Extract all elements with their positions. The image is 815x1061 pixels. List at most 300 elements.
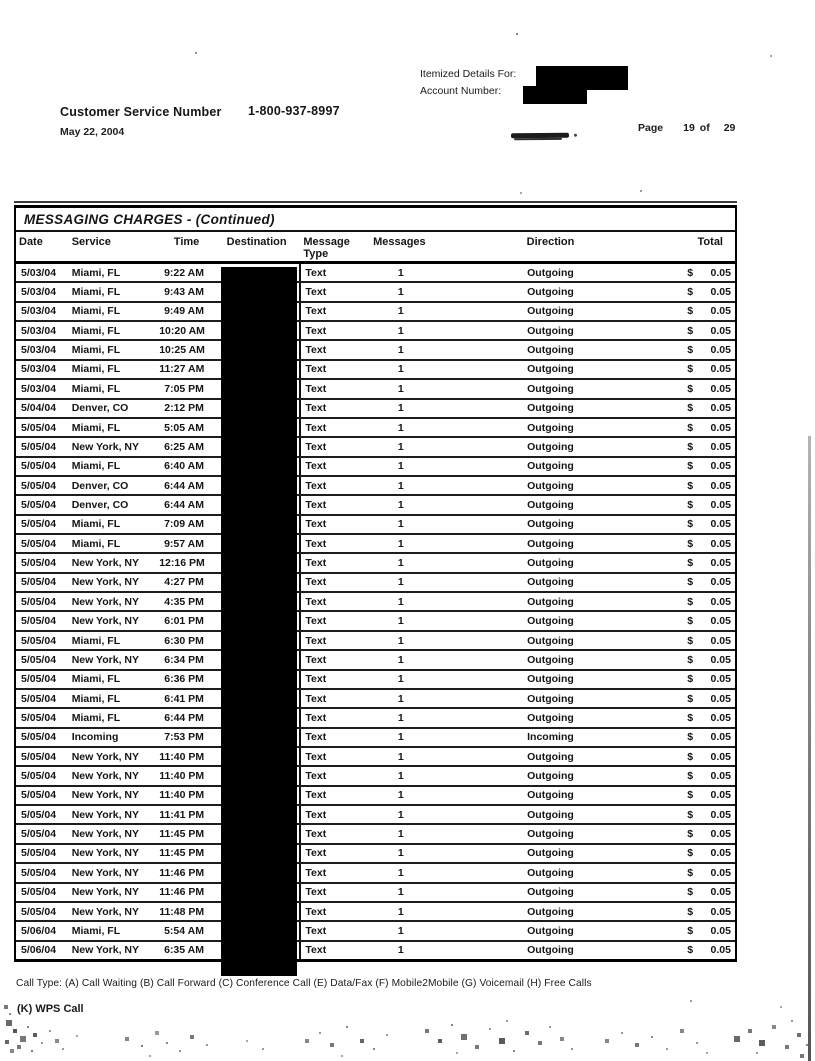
account-number-label: Account Number:	[420, 85, 502, 97]
total-amount: 0.05	[710, 537, 731, 550]
currency-symbol: $	[687, 711, 694, 724]
table-row	[16, 748, 735, 767]
cell-total	[670, 925, 735, 937]
cell-total	[670, 344, 735, 356]
cell-messages: 1	[397, 344, 404, 357]
cell-messages: 1	[397, 363, 404, 376]
currency-symbol: $	[687, 634, 694, 647]
cell-service: New York, NY	[71, 905, 140, 918]
cell-service: Miami, FL	[71, 266, 121, 279]
cell-total	[670, 751, 735, 763]
cell-direction: Outgoing	[527, 344, 574, 357]
cell-direction: Outgoing	[527, 634, 574, 647]
table-row	[16, 458, 735, 477]
cell-time: 2:12 PM	[164, 402, 204, 415]
cell-time: 4:35 PM	[164, 595, 204, 608]
table-row	[16, 806, 735, 825]
cell-messages: 1	[397, 615, 404, 628]
cell-messages: 1	[397, 828, 404, 841]
cell-date: 5/03/04	[21, 363, 57, 376]
cell-direction: Outgoing	[527, 382, 574, 395]
cell-date: 5/05/04	[21, 498, 57, 511]
col-header-date: Date	[19, 236, 43, 248]
cell-message-type: Text	[299, 322, 371, 339]
cell-date: 5/05/04	[21, 808, 57, 821]
cell-messages: 1	[397, 866, 404, 879]
currency-symbol: $	[687, 382, 694, 395]
cell-date: 5/05/04	[21, 886, 57, 899]
cell-total	[670, 789, 735, 801]
messaging-charges-table	[14, 205, 737, 962]
table-row	[16, 361, 735, 380]
cell-service: New York, NY	[71, 615, 140, 628]
table-row	[16, 632, 735, 651]
cell-time: 10:25 AM	[159, 344, 205, 357]
cell-messages: 1	[397, 653, 404, 666]
cell-messages: 1	[397, 440, 404, 453]
cell-service: New York, NY	[71, 576, 140, 589]
cell-time: 11:46 PM	[159, 886, 205, 899]
cell-messages: 1	[397, 305, 404, 318]
cell-total	[670, 576, 735, 588]
table-row	[16, 554, 735, 573]
currency-symbol: $	[687, 924, 694, 937]
cell-time: 11:40 PM	[159, 789, 205, 802]
cell-date: 5/05/04	[21, 595, 57, 608]
total-amount: 0.05	[710, 924, 731, 937]
cell-total	[670, 673, 735, 685]
table-row	[16, 690, 735, 709]
cell-time: 11:40 PM	[159, 770, 205, 783]
cell-messages: 1	[397, 595, 404, 608]
total-amount: 0.05	[710, 944, 731, 957]
currency-symbol: $	[687, 692, 694, 705]
cell-service: Miami, FL	[71, 460, 121, 473]
cell-message-type: Text	[299, 825, 371, 842]
cell-direction: Outgoing	[527, 421, 574, 434]
cell-messages: 1	[397, 576, 404, 589]
table-title: MESSAGING CHARGES - (Continued)	[16, 208, 735, 232]
cell-service: Miami, FL	[71, 924, 121, 937]
currency-symbol: $	[687, 653, 694, 666]
cell-message-type: Text	[299, 554, 371, 571]
total-amount: 0.05	[710, 498, 731, 511]
cell-direction: Outgoing	[527, 305, 574, 318]
cell-direction: Outgoing	[527, 808, 574, 821]
cell-messages: 1	[397, 789, 404, 802]
cell-message-type: Text	[299, 574, 371, 591]
cell-total	[670, 886, 735, 898]
cell-time: 7:05 PM	[164, 382, 204, 395]
cell-time: 5:05 AM	[164, 421, 204, 434]
total-amount: 0.05	[710, 866, 731, 879]
cell-date: 5/06/04	[21, 944, 57, 957]
cell-date: 5/03/04	[21, 382, 57, 395]
cell-total	[670, 731, 735, 743]
cell-message-type: Text	[299, 651, 371, 668]
total-amount: 0.05	[710, 440, 731, 453]
cell-service: Miami, FL	[71, 286, 121, 299]
table-row	[16, 767, 735, 786]
cell-messages: 1	[397, 711, 404, 724]
cell-message-type: Text	[299, 283, 371, 300]
cell-date: 5/05/04	[21, 440, 57, 453]
cell-time: 4:27 PM	[164, 576, 204, 589]
wps-call-note: (K) WPS Call	[17, 1003, 84, 1015]
cell-message-type: Text	[299, 671, 371, 688]
cell-date: 5/05/04	[21, 479, 57, 492]
cell-message-type: Text	[299, 303, 371, 320]
cell-date: 5/03/04	[21, 305, 57, 318]
cell-message-type: Text	[299, 264, 371, 281]
statement-date: May 22, 2004	[60, 126, 125, 138]
cell-time: 5:54 AM	[164, 924, 204, 937]
total-amount: 0.05	[710, 653, 731, 666]
total-amount: 0.05	[710, 770, 731, 783]
table-header-row	[16, 232, 735, 264]
cell-service: Miami, FL	[71, 421, 121, 434]
cell-date: 5/05/04	[21, 692, 57, 705]
currency-symbol: $	[687, 460, 694, 473]
table-row	[16, 535, 735, 554]
cell-date: 5/05/04	[21, 673, 57, 686]
cell-message-type: Text	[299, 709, 371, 726]
cell-direction: Outgoing	[527, 944, 574, 957]
table-row	[16, 341, 735, 360]
total-amount: 0.05	[710, 731, 731, 744]
cell-service: Miami, FL	[71, 537, 121, 550]
total-amount: 0.05	[710, 324, 731, 337]
cell-date: 5/05/04	[21, 634, 57, 647]
cell-time: 9:57 AM	[164, 537, 204, 550]
cell-service: Miami, FL	[71, 344, 121, 357]
table-row	[16, 438, 735, 457]
cell-service: Denver, CO	[71, 479, 129, 492]
cell-time: 10:20 AM	[159, 324, 205, 337]
cell-total	[670, 847, 735, 859]
table-row	[16, 303, 735, 322]
cell-date: 5/04/04	[21, 402, 57, 415]
cell-messages: 1	[397, 808, 404, 821]
cell-date: 5/05/04	[21, 905, 57, 918]
cell-time: 6:36 PM	[164, 673, 204, 686]
cell-direction: Outgoing	[527, 498, 574, 511]
cell-message-type: Text	[299, 438, 371, 455]
cell-total	[670, 422, 735, 434]
scan-edge-line	[808, 436, 811, 1061]
cell-direction: Outgoing	[527, 402, 574, 415]
currency-symbol: $	[687, 808, 694, 821]
currency-symbol: $	[687, 537, 694, 550]
cell-direction: Outgoing	[527, 924, 574, 937]
cell-date: 5/03/04	[21, 344, 57, 357]
table-row	[16, 864, 735, 883]
currency-symbol: $	[687, 402, 694, 415]
total-amount: 0.05	[710, 382, 731, 395]
cell-time: 9:22 AM	[164, 266, 204, 279]
currency-symbol: $	[687, 363, 694, 376]
cell-total	[670, 809, 735, 821]
table-row	[16, 419, 735, 438]
cell-total	[670, 712, 735, 724]
cell-service: New York, NY	[71, 944, 140, 957]
cell-time: 6:41 PM	[164, 692, 204, 705]
cell-message-type: Text	[299, 593, 371, 610]
table-row	[16, 283, 735, 302]
cell-message-type: Text	[299, 748, 371, 765]
cell-total	[670, 518, 735, 530]
cell-direction: Outgoing	[527, 479, 574, 492]
currency-symbol: $	[687, 440, 694, 453]
cell-message-type: Text	[299, 458, 371, 475]
cell-total	[670, 828, 735, 840]
cell-date: 5/05/04	[21, 518, 57, 531]
currency-symbol: $	[687, 421, 694, 434]
cell-total	[670, 441, 735, 453]
cell-date: 5/05/04	[21, 750, 57, 763]
cell-direction: Outgoing	[527, 557, 574, 570]
cell-time: 9:43 AM	[164, 286, 204, 299]
total-amount: 0.05	[710, 576, 731, 589]
table-row	[16, 400, 735, 419]
cell-service: New York, NY	[71, 828, 140, 841]
cell-message-type: Text	[299, 729, 371, 746]
total-amount: 0.05	[710, 286, 731, 299]
total-amount: 0.05	[710, 305, 731, 318]
cell-date: 5/05/04	[21, 653, 57, 666]
currency-symbol: $	[687, 944, 694, 957]
cell-time: 6:35 AM	[164, 944, 204, 957]
currency-symbol: $	[687, 847, 694, 860]
total-amount: 0.05	[710, 266, 731, 279]
cell-date: 5/05/04	[21, 557, 57, 570]
cell-direction: Outgoing	[527, 518, 574, 531]
cell-total	[670, 325, 735, 337]
cell-message-type: Text	[299, 612, 371, 629]
col-header-messages: Messages	[373, 236, 426, 248]
cell-direction: Outgoing	[527, 673, 574, 686]
cell-message-type: Text	[299, 477, 371, 494]
currency-symbol: $	[687, 905, 694, 918]
cell-date: 5/06/04	[21, 924, 57, 937]
cell-direction: Outgoing	[527, 286, 574, 299]
currency-symbol: $	[687, 518, 694, 531]
cell-message-type: Text	[299, 787, 371, 804]
customer-service-label: Customer Service Number	[60, 105, 222, 119]
currency-symbol: $	[687, 770, 694, 783]
currency-symbol: $	[687, 828, 694, 841]
cell-service: Miami, FL	[71, 711, 121, 724]
cell-total	[670, 635, 735, 647]
cell-time: 11:27 AM	[159, 363, 205, 376]
cell-messages: 1	[397, 402, 404, 415]
cell-total	[670, 693, 735, 705]
cell-direction: Outgoing	[527, 653, 574, 666]
cell-service: New York, NY	[71, 750, 140, 763]
cell-date: 5/03/04	[21, 286, 57, 299]
total-amount: 0.05	[710, 344, 731, 357]
cell-time: 11:46 PM	[159, 866, 205, 879]
cell-message-type: Text	[299, 767, 371, 784]
cell-messages: 1	[397, 498, 404, 511]
cell-time: 6:40 AM	[164, 460, 204, 473]
cell-direction: Incoming	[527, 731, 574, 744]
cell-time: 6:25 AM	[164, 440, 204, 453]
cell-service: New York, NY	[71, 789, 140, 802]
table-row	[16, 651, 735, 670]
table-row	[16, 496, 735, 515]
cell-messages: 1	[397, 286, 404, 299]
cell-direction: Outgoing	[527, 905, 574, 918]
cell-direction: Outgoing	[527, 324, 574, 337]
table-row	[16, 671, 735, 690]
cell-messages: 1	[397, 382, 404, 395]
page-label: Page	[638, 122, 664, 134]
itemized-details-label: Itemized Details For:	[420, 68, 517, 80]
cell-direction: Outgoing	[527, 886, 574, 899]
cell-messages: 1	[397, 479, 404, 492]
cell-direction: Outgoing	[527, 595, 574, 608]
cell-service: Miami, FL	[71, 634, 121, 647]
cell-message-type: Text	[299, 806, 371, 823]
col-header-total: Total	[697, 236, 723, 248]
cell-service: Miami, FL	[71, 305, 121, 318]
cell-time: 6:44 AM	[164, 479, 204, 492]
currency-symbol: $	[687, 789, 694, 802]
cell-total	[670, 383, 735, 395]
total-amount: 0.05	[710, 789, 731, 802]
cell-service: New York, NY	[71, 808, 140, 821]
total-amount: 0.05	[710, 673, 731, 686]
cell-date: 5/03/04	[21, 324, 57, 337]
cell-direction: Outgoing	[527, 770, 574, 783]
total-amount: 0.05	[710, 711, 731, 724]
cell-total	[670, 305, 735, 317]
cell-time: 7:09 AM	[164, 518, 204, 531]
cell-service: Miami, FL	[71, 673, 121, 686]
cell-total	[670, 615, 735, 627]
total-amount: 0.05	[710, 750, 731, 763]
table-row	[16, 593, 735, 612]
cell-service: Miami, FL	[71, 692, 121, 705]
cell-time: 11:41 PM	[159, 808, 205, 821]
cell-total	[670, 286, 735, 298]
cell-service: New York, NY	[71, 653, 140, 666]
cell-service: New York, NY	[71, 440, 140, 453]
total-amount: 0.05	[710, 518, 731, 531]
call-type-legend: Call Type: (A) Call Waiting (B) Call Forward (C) Conference Call (E) Data/Fax (F) Mobile2Mobile (G) Voicemail (H) Free Calls	[16, 978, 592, 989]
cell-direction: Outgoing	[527, 576, 574, 589]
table-row	[16, 612, 735, 631]
cell-date: 5/05/04	[21, 711, 57, 724]
cell-date: 5/05/04	[21, 576, 57, 589]
cell-total	[670, 557, 735, 569]
cell-message-type: Text	[299, 361, 371, 378]
cell-messages: 1	[397, 770, 404, 783]
cell-direction: Outgoing	[527, 866, 574, 879]
cell-total	[670, 906, 735, 918]
currency-symbol: $	[687, 479, 694, 492]
cell-date: 5/05/04	[21, 847, 57, 860]
cell-date: 5/03/04	[21, 266, 57, 279]
cell-messages: 1	[397, 847, 404, 860]
cell-direction: Outgoing	[527, 440, 574, 453]
cell-service: New York, NY	[71, 557, 140, 570]
scan-noise	[0, 0, 2, 2]
table-row	[16, 322, 735, 341]
cell-direction: Outgoing	[527, 711, 574, 724]
cell-total	[670, 770, 735, 782]
currency-symbol: $	[687, 673, 694, 686]
currency-symbol: $	[687, 557, 694, 570]
cell-message-type: Text	[299, 535, 371, 552]
cell-messages: 1	[397, 673, 404, 686]
currency-symbol: $	[687, 886, 694, 899]
table-row	[16, 922, 735, 941]
cell-date: 5/05/04	[21, 866, 57, 879]
cell-service: Incoming	[71, 731, 119, 744]
cell-message-type: Text	[299, 922, 371, 939]
cell-messages: 1	[397, 750, 404, 763]
cell-date: 5/05/04	[21, 615, 57, 628]
cell-date: 5/05/04	[21, 770, 57, 783]
cell-messages: 1	[397, 266, 404, 279]
currency-symbol: $	[687, 324, 694, 337]
cell-message-type: Text	[299, 864, 371, 881]
total-amount: 0.05	[710, 595, 731, 608]
table-row	[16, 516, 735, 535]
cell-date: 5/05/04	[21, 460, 57, 473]
cell-direction: Outgoing	[527, 615, 574, 628]
col-header-service: Service	[71, 236, 111, 248]
cell-message-type: Text	[299, 341, 371, 358]
cell-messages: 1	[397, 460, 404, 473]
total-amount: 0.05	[710, 402, 731, 415]
table-row	[16, 903, 735, 922]
cell-messages: 1	[397, 924, 404, 937]
cell-total	[670, 867, 735, 879]
total-amount: 0.05	[710, 615, 731, 628]
table-row	[16, 477, 735, 496]
cell-messages: 1	[397, 518, 404, 531]
cell-date: 5/05/04	[21, 421, 57, 434]
table-row	[16, 264, 735, 283]
total-amount: 0.05	[710, 692, 731, 705]
cell-total	[670, 480, 735, 492]
cell-date: 5/05/04	[21, 789, 57, 802]
cell-direction: Outgoing	[527, 537, 574, 550]
redaction-column-destination	[221, 267, 297, 976]
total-amount: 0.05	[710, 828, 731, 841]
cell-time: 6:44 PM	[164, 711, 204, 724]
table-row	[16, 787, 735, 806]
cell-date: 5/05/04	[21, 731, 57, 744]
cell-messages: 1	[397, 557, 404, 570]
itemized-details-block	[420, 66, 516, 100]
currency-symbol: $	[687, 731, 694, 744]
table-row	[16, 574, 735, 593]
cell-direction: Outgoing	[527, 692, 574, 705]
currency-symbol: $	[687, 750, 694, 763]
cell-time: 11:45 PM	[159, 828, 205, 841]
cell-messages: 1	[397, 731, 404, 744]
total-amount: 0.05	[710, 479, 731, 492]
cell-message-type: Text	[299, 942, 371, 959]
page-of-label: of	[699, 122, 710, 134]
total-amount: 0.05	[710, 847, 731, 860]
table-row	[16, 845, 735, 864]
table-row	[16, 884, 735, 903]
